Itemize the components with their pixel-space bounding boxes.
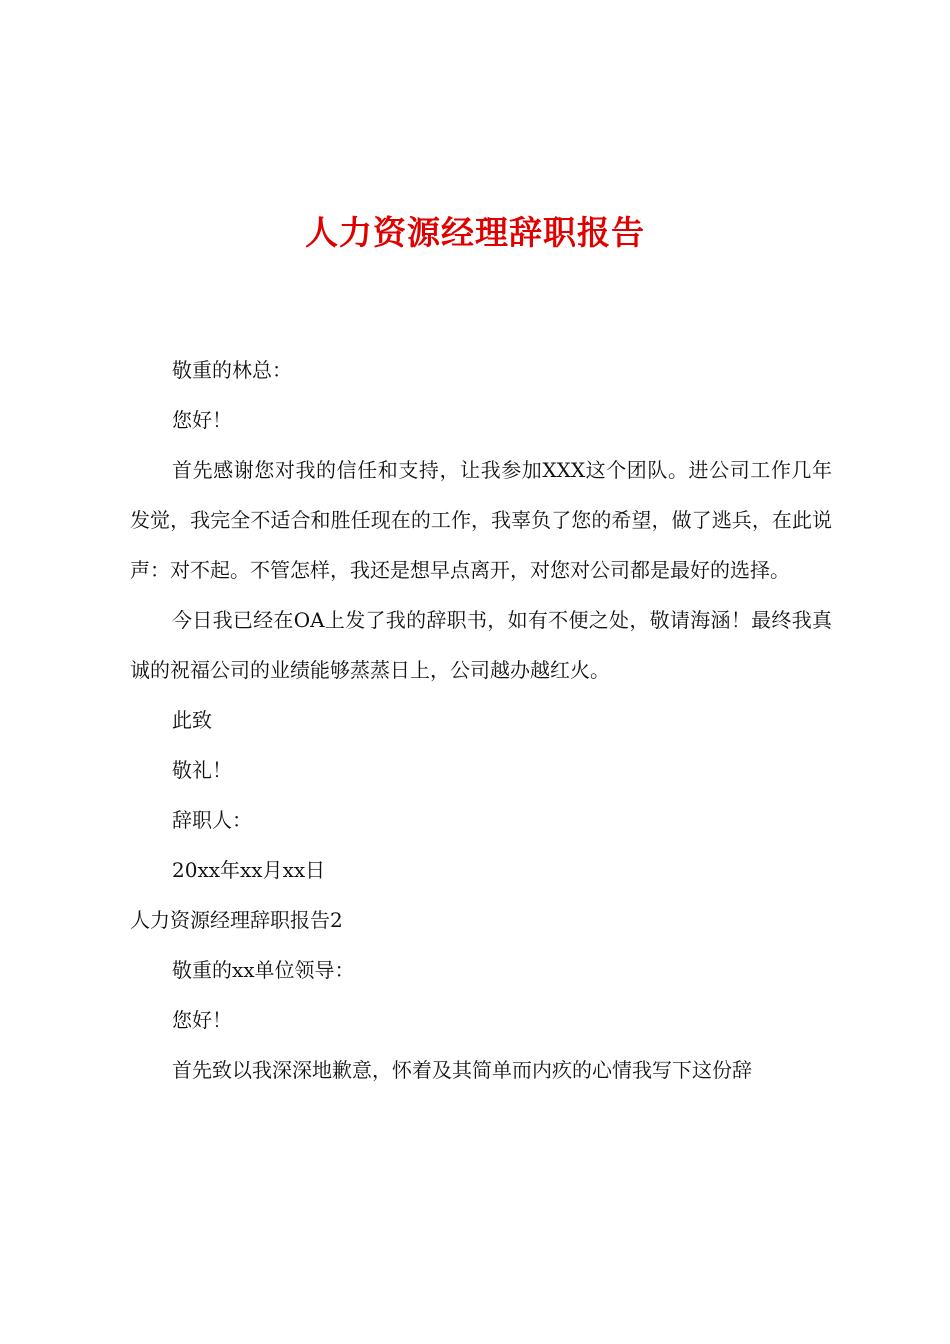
body-paragraph: 今日我已经在OA上发了我的辞职书，如有不便之处，敬请海涵！最终我真诚的祝福公司的业绩能够蒸蒸日上，公司越办越红火。 bbox=[130, 608, 832, 682]
greeting: 您好！ bbox=[172, 408, 232, 432]
body-paragraph: 首先致以我深深地歉意，怀着及其简单而内疚的心情我写下这份辞 bbox=[172, 1058, 752, 1082]
greeting: 您好！ bbox=[172, 1008, 232, 1032]
closing-line: 此致 bbox=[172, 708, 212, 732]
document-body bbox=[130, 345, 832, 1095]
section-heading: 人力资源经理辞职报告2 bbox=[130, 908, 343, 932]
salutation: 敬重的林总： bbox=[172, 358, 292, 382]
body-paragraph: 首先感谢您对我的信任和支持，让我参加XXX这个团队。进公司工作几年发觉，我完全不适合和胜任现在的工作，我辜负了您的希望，做了逃兵，在此说声：对不起。不管怎样，我还是想早点离开，对您对公司都是最好的选择。 bbox=[130, 458, 832, 582]
signature-label: 辞职人： bbox=[172, 808, 252, 832]
date-line: 20xx年xx月xx日 bbox=[172, 858, 326, 882]
salutation: 敬重的xx单位领导： bbox=[172, 958, 355, 982]
document-title: 人力资源经理辞职报告 bbox=[305, 213, 645, 252]
closing-regards: 敬礼！ bbox=[172, 758, 232, 782]
